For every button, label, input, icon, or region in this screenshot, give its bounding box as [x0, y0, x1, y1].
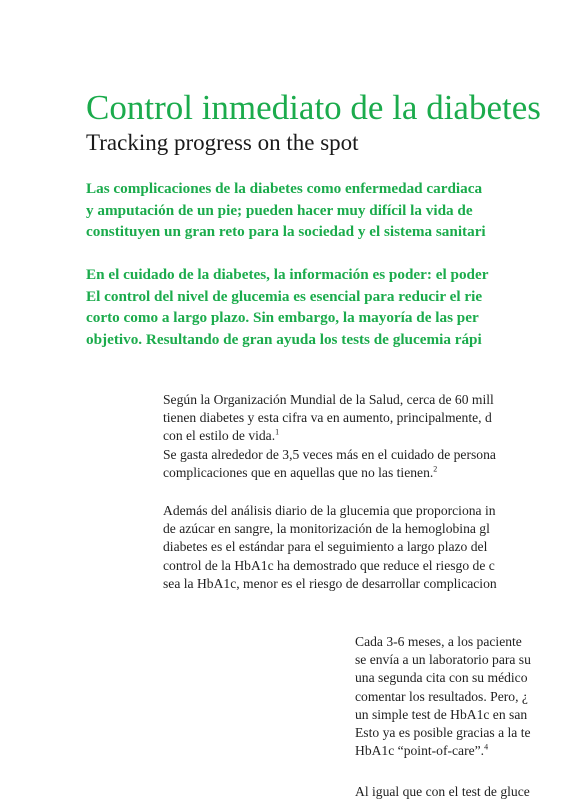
body-line: tienen diabetes y esta cifra va en aumento, principalmente, d	[163, 410, 492, 426]
body-line: comentar los resultados. Pero, ¿	[355, 688, 528, 704]
lead-line: y amputación de un pie; pueden hacer muy difícil la vida de	[86, 201, 473, 219]
footnote-ref: 2	[433, 464, 438, 474]
page-subtitle: Tracking progress on the spot	[86, 130, 359, 155]
body-line: Según la Organización Mundial de la Salud, cerca de 60 mill	[163, 392, 494, 407]
footnote-ref: 4	[484, 742, 489, 752]
body-line: Además del análisis diario de la glucemia que proporciona in	[163, 503, 496, 518]
body-line: complicaciones que en aquellas que no las tienen.$^2$	[163, 464, 438, 480]
lead-paragraph-2	[86, 264, 488, 350]
body-line: Cada 3-6 meses, a los paciente	[355, 634, 522, 649]
body-paragraph-4	[355, 783, 530, 799]
body-line: un simple test de HbA1c en san	[355, 706, 528, 722]
body-line: Al igual que con el test de gluce	[355, 784, 530, 799]
body-line: control de la HbA1c ha demostrado que reduce el riesgo de c	[163, 557, 495, 573]
body-line: sea la HbA1c, menor es el riesgo de desarrollar complicacion	[163, 575, 497, 591]
lead-line: En el cuidado de la diabetes, la información es poder: el poder	[86, 266, 489, 283]
body-paragraph-2	[163, 502, 497, 593]
lead-line: constituyen un gran reto para la sociedad y el sistema sanitari	[86, 223, 486, 240]
body-line: diabetes es el estándar para el seguimiento a largo plazo del	[163, 539, 488, 555]
body-line: HbA1c “point-of-care”.$^4$	[355, 742, 489, 759]
lead-line: corto como a largo plazo. Sin embargo, la mayoría de las per	[86, 309, 479, 326]
lead-line: Las complicaciones de la diabetes como enfermedad cardiaca	[86, 180, 483, 197]
body-line: se envía a un laboratorio para su	[355, 652, 531, 668]
body-line: de azúcar en sangre, la monitorización de la hemoglobina gl	[163, 521, 490, 537]
page-title: Control inmediato de la diabetes	[86, 88, 541, 127]
footnote-ref: 1	[275, 427, 280, 437]
body-line: con el estilo de vida.$^1$	[163, 427, 280, 444]
lead-line: objetivo. Resultando de gran ayuda los tests de glucemia rápi	[86, 330, 482, 348]
body-line: Se gasta alrededor de 3,5 veces más en el cuidado de persona	[163, 446, 496, 462]
body-line: una segunda cita con su médico	[355, 670, 528, 686]
body-line: Esto ya es posible gracias a la te	[355, 724, 531, 740]
lead-paragraph-1	[86, 178, 486, 243]
body-paragraph-1	[163, 391, 496, 482]
lead-line: El control del nivel de glucemia es esencial para reducir el rie	[86, 287, 483, 305]
body-paragraph-3	[355, 633, 531, 760]
